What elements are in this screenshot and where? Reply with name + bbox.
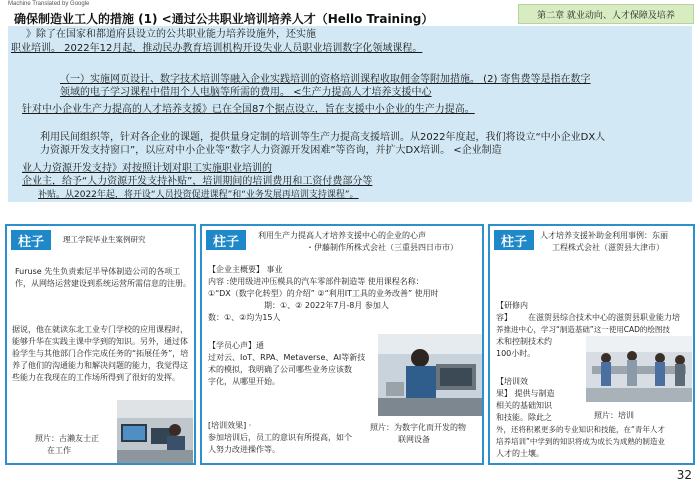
column-tag: 柱子 xyxy=(206,230,246,250)
section-title: 【研修内 xyxy=(496,301,528,310)
training-photo xyxy=(586,336,692,402)
column-tag: 柱子 xyxy=(494,230,534,250)
section-line: 术的模拟，我明确了公司哪些业务应该数 xyxy=(208,365,352,374)
section-title: 果】 提供与制造 xyxy=(496,389,555,398)
section-line: 人努力改进操作等。 xyxy=(208,445,280,454)
card-paragraph: 据说，他在就读东北工业专门学校的应用课程时，能够升华在实践主课中学到的知识。另外，通过体验学生与其他部门合作完成任务的“拓展任务”，培养了他们的沟通能力和解决问题的能力，我觉得这些能力在我现在的工作场所得到了很好的发挥。 xyxy=(12,325,189,382)
section-line: 外，还将积累更多的专业知识和技能，在“青年人才 xyxy=(496,425,665,434)
photo-caption: 在工作 xyxy=(47,446,71,455)
overview-line: 补贴。从2022年起，将开设“人员投资促进课程”和“业务发展再培训支持课程”。 xyxy=(38,190,359,200)
section-title: 【企业主概要】 事业 xyxy=(208,265,283,274)
column-card-subsidy-case xyxy=(488,224,695,465)
overview-line: 职业培训。 2022年12月起，推动民办教育培训机构开设失业人员职业培训数字化领域课程。 xyxy=(11,43,423,54)
overview-line: 利用民间组织等，针对各企业的课题，提供量身定制的培训等生产力提高支援培训。从2022年度起，我们将设立“中小企业DX人 xyxy=(40,132,606,143)
section-line: 100小时。 xyxy=(496,349,536,358)
photo-caption: 照片：古濑友士正 xyxy=(35,434,99,443)
overview-line: 业人力资源开发支持》对按照计划对职工实施职业培训的 xyxy=(22,163,272,174)
section-title: 【学员心声】通 xyxy=(208,341,264,350)
card-header: 利用生产力提高人才培养支援中心的企业的心声 xyxy=(258,231,426,240)
section-title: 【培训效 xyxy=(496,377,528,386)
card-paragraph: Furuse 先生负责索尼半导体制造公司的各项工作，从网络运营建设到系统运营所需信息的注册。 xyxy=(15,267,191,288)
section-line: 相关的基础知识 xyxy=(496,401,552,410)
card-header: 理工学院毕业生案例研究 xyxy=(63,235,146,244)
section-line: 养推进中心，学习“制造基础”这一使用CAD的绘图技 xyxy=(496,325,670,334)
overview-line: 领域的电子学习课程中借用个人电脑等所需的费用。 <生产力提高人才培养支援中心 xyxy=(60,87,432,98)
chapter-tag: 第二章 就业动向、人才保障及培养 xyxy=(518,4,694,24)
section-title: 容】 xyxy=(496,313,512,322)
overview-line: 企业主，给予“人力资源开发支持补贴”，培训期间的培训费用和工资付费部分等 xyxy=(22,176,373,187)
section-line: ①“DX（数字化转型）的介绍” ②“利用IT工具的业务改善” 使用时 xyxy=(208,289,439,298)
column-card-company-voice xyxy=(200,224,484,465)
overview-line: （一）实施网页设计、数字技术培训等融入企业实践培训的资格培训课程收取佣金等附加措施。 (2) 寄售费等是指在数字 xyxy=(60,74,591,85)
section-title: [培训效果] · xyxy=(208,421,252,430)
overview-line: 力资源开发支持窗口”，以应对中小企业等“数字人力资源开发困难”等咨询，并扩大DX培训。 <企业制造 xyxy=(40,145,502,156)
section-line: 人才的土壤。 xyxy=(496,449,544,458)
photo-caption: 照片：培训 xyxy=(594,411,634,420)
worker-photo xyxy=(117,400,193,463)
section-line: 期：①、② 2022年7月-8月 参加人 xyxy=(264,301,389,310)
section-line: 内容 :使用级进冲压模具的汽车零部件制造等 使用课程名称： xyxy=(208,277,424,286)
section-line: 数：①、②均为15人 xyxy=(208,313,281,322)
page-title: 确保制造业工人的措施 (1) <通过公共职业培训培养人才（Hello Training） xyxy=(14,12,434,26)
card-header: 工程株式会社（滋贺县大津市） xyxy=(552,243,664,252)
section-line: 和技能。除此之 xyxy=(496,413,552,422)
section-line: 培养培训”中学到的知识将成为成长为成熟的制造业 xyxy=(496,437,665,446)
card-header: 人才培养支援补助金利用事例：东丽 xyxy=(540,231,668,240)
section-line: 过对云、IoT、RPA、Metaverse、AI等新技 xyxy=(208,353,366,362)
page-number: 32 xyxy=(676,468,692,482)
section-line: 字化，从哪里开始。 xyxy=(208,377,280,386)
overview-panel xyxy=(8,26,692,202)
section-line: 参加培训后，员工的意识有所提高，如个 xyxy=(208,433,352,442)
iot-device-photo xyxy=(378,334,482,416)
photo-caption: 联网设备 xyxy=(398,435,430,444)
column-tag: 柱子 xyxy=(11,230,51,250)
overview-line: 》除了在国家和都道府县设立的公共职业能力培养设施外，还实施 xyxy=(26,29,316,40)
column-card-graduate-case xyxy=(5,224,196,465)
section-line: 在滋贺县综合技术中心的滋贺县职业能力培 xyxy=(528,313,680,322)
section-line: 术和控制技术约 xyxy=(496,337,552,346)
machine-translation-credit: Machine Translated by Google xyxy=(8,1,90,7)
card-header: ・伊藤制作所株式会社（三重县四日市市） xyxy=(306,243,458,252)
overview-line: 针对中小企业生产力提高的人才培养支援》已在全国87个据点设立，旨在支援中小企业的生产力提高。 xyxy=(22,104,475,115)
photo-caption: 照片：为数字化而开发的物 xyxy=(370,423,466,432)
